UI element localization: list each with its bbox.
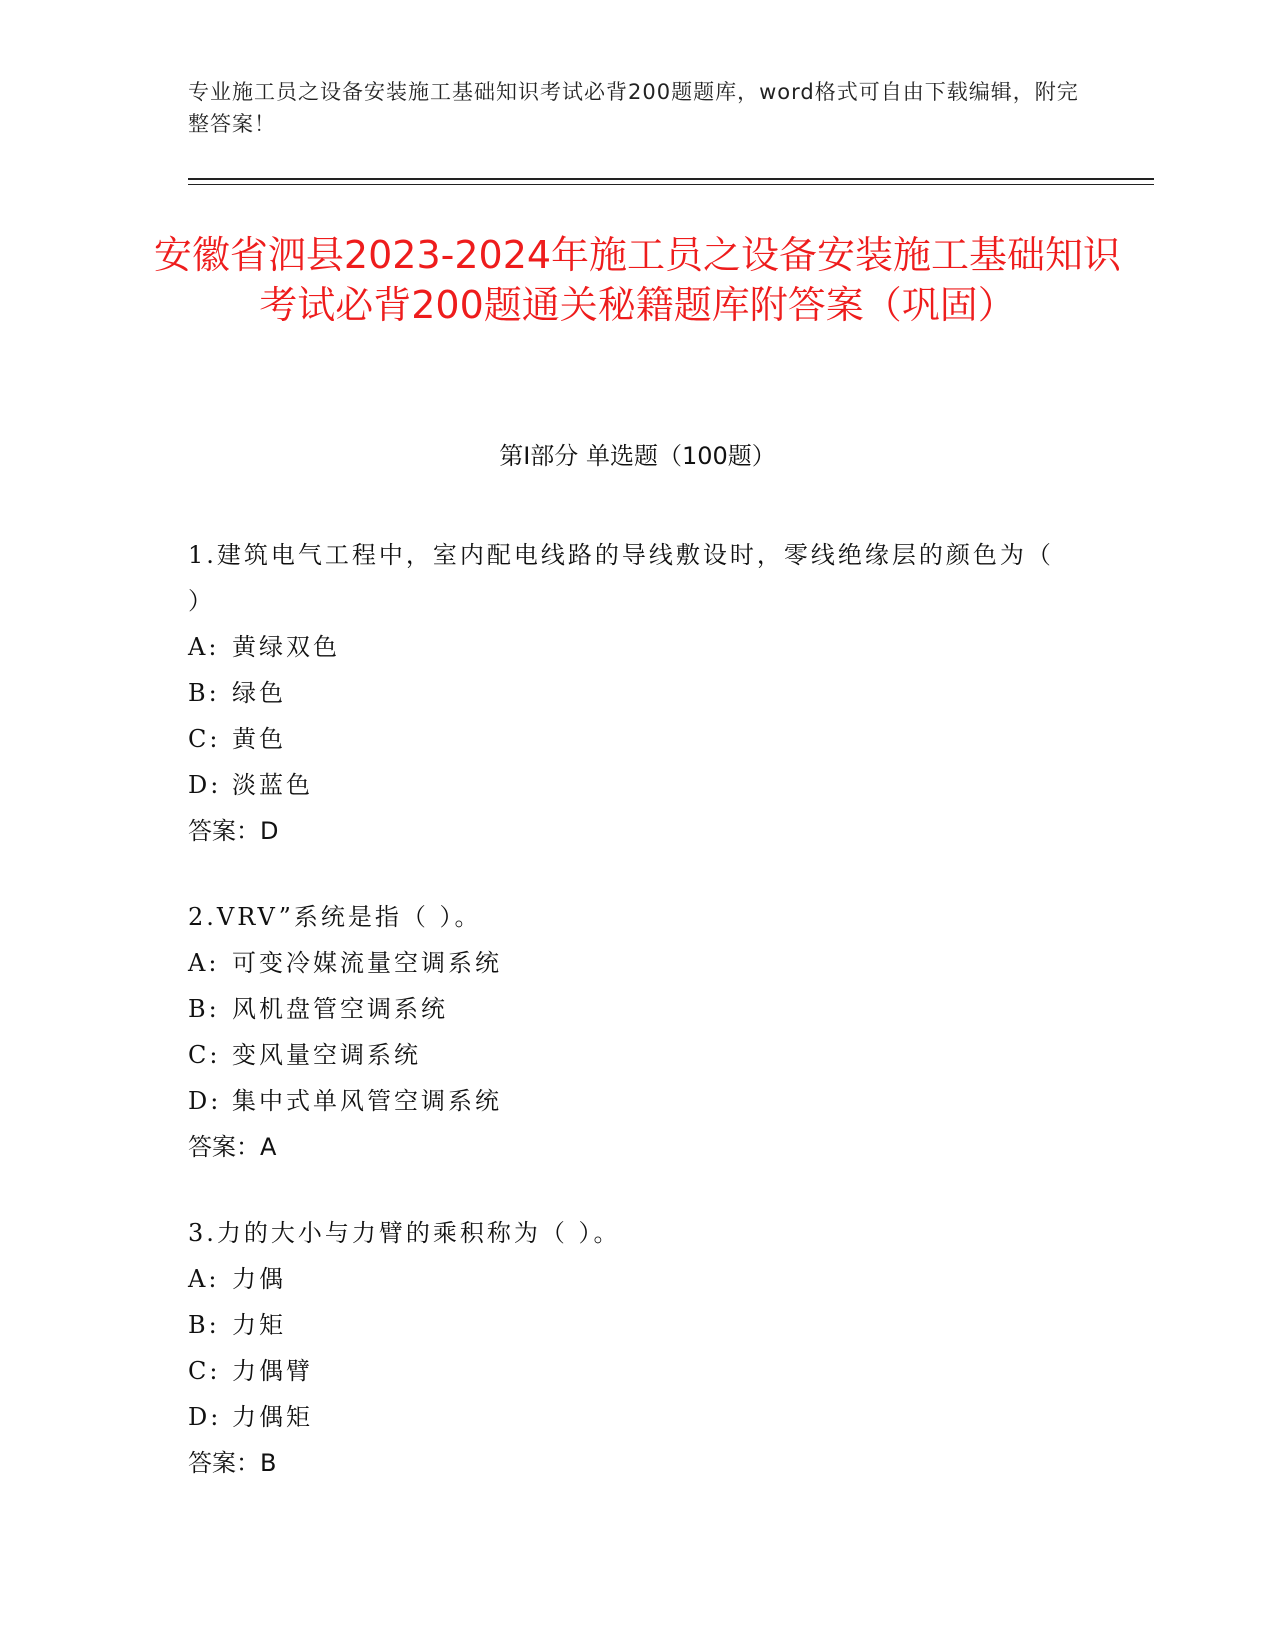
option-letter: A: (188, 633, 220, 661)
option-text: 淡蓝色 (232, 771, 313, 799)
option-letter: C: (188, 725, 221, 753)
question-2 (188, 894, 1068, 1170)
option-letter: B: (188, 679, 220, 707)
answer-line: 答案：A (188, 1133, 277, 1161)
option-c (188, 1348, 1068, 1394)
option-d (188, 762, 1068, 808)
question-stem: 1.建筑电气工程中，室内配电线路的导线敷设时，零线绝缘层的颜色为（ ） (188, 541, 1054, 615)
question-stem: 3.力的大小与力臂的乘积称为（ ）。 (188, 1219, 621, 1247)
option-text: 力偶 (232, 1265, 286, 1293)
document-title: 安徽省泗县2023-2024年施工员之设备安装施工基础知识考试必背200题通关秘籍题库附答案（巩固） (153, 233, 1122, 327)
answer-line: 答案：D (188, 817, 279, 845)
option-text: 可变冷媒流量空调系统 (232, 949, 502, 977)
question-1 (188, 532, 1068, 854)
option-text: 黄绿双色 (232, 633, 340, 661)
option-c (188, 716, 1068, 762)
option-letter: D: (188, 1087, 222, 1115)
option-text: 绿色 (232, 679, 286, 707)
option-a (188, 1256, 1068, 1302)
option-text: 集中式单风管空调系统 (232, 1087, 502, 1115)
answer-line: 答案：B (188, 1449, 277, 1477)
option-letter: B: (188, 1311, 220, 1339)
option-b (188, 1302, 1068, 1348)
question-3 (188, 1210, 1068, 1486)
header-note: 专业施工员之设备安装施工基础知识考试必背200题题库，word格式可自由下载编辑，附完整答案！ (188, 80, 1079, 136)
option-b (188, 986, 1068, 1032)
option-a (188, 624, 1068, 670)
option-letter: D: (188, 771, 222, 799)
question-stem: 2.VRV”系统是指（ ）。 (188, 903, 482, 931)
option-letter: A: (188, 1265, 220, 1293)
option-b (188, 670, 1068, 716)
header-divider-thick (188, 178, 1154, 180)
question-list (188, 532, 1068, 1526)
option-text: 力偶矩 (232, 1403, 313, 1431)
header-divider-thin (188, 184, 1154, 185)
option-text: 力矩 (232, 1311, 286, 1339)
option-letter: B: (188, 995, 220, 1023)
option-letter: C: (188, 1357, 221, 1385)
option-a (188, 940, 1068, 986)
option-text: 风机盘管空调系统 (232, 995, 448, 1023)
option-text: 黄色 (232, 725, 286, 753)
option-letter: D: (188, 1403, 222, 1431)
option-text: 变风量空调系统 (232, 1041, 421, 1069)
option-c (188, 1032, 1068, 1078)
option-d (188, 1394, 1068, 1440)
option-letter: C: (188, 1041, 221, 1069)
option-text: 力偶臂 (232, 1357, 313, 1385)
section-heading: 第I部分 单选题（100题） (499, 442, 776, 470)
option-d (188, 1078, 1068, 1124)
option-letter: A: (188, 949, 220, 977)
